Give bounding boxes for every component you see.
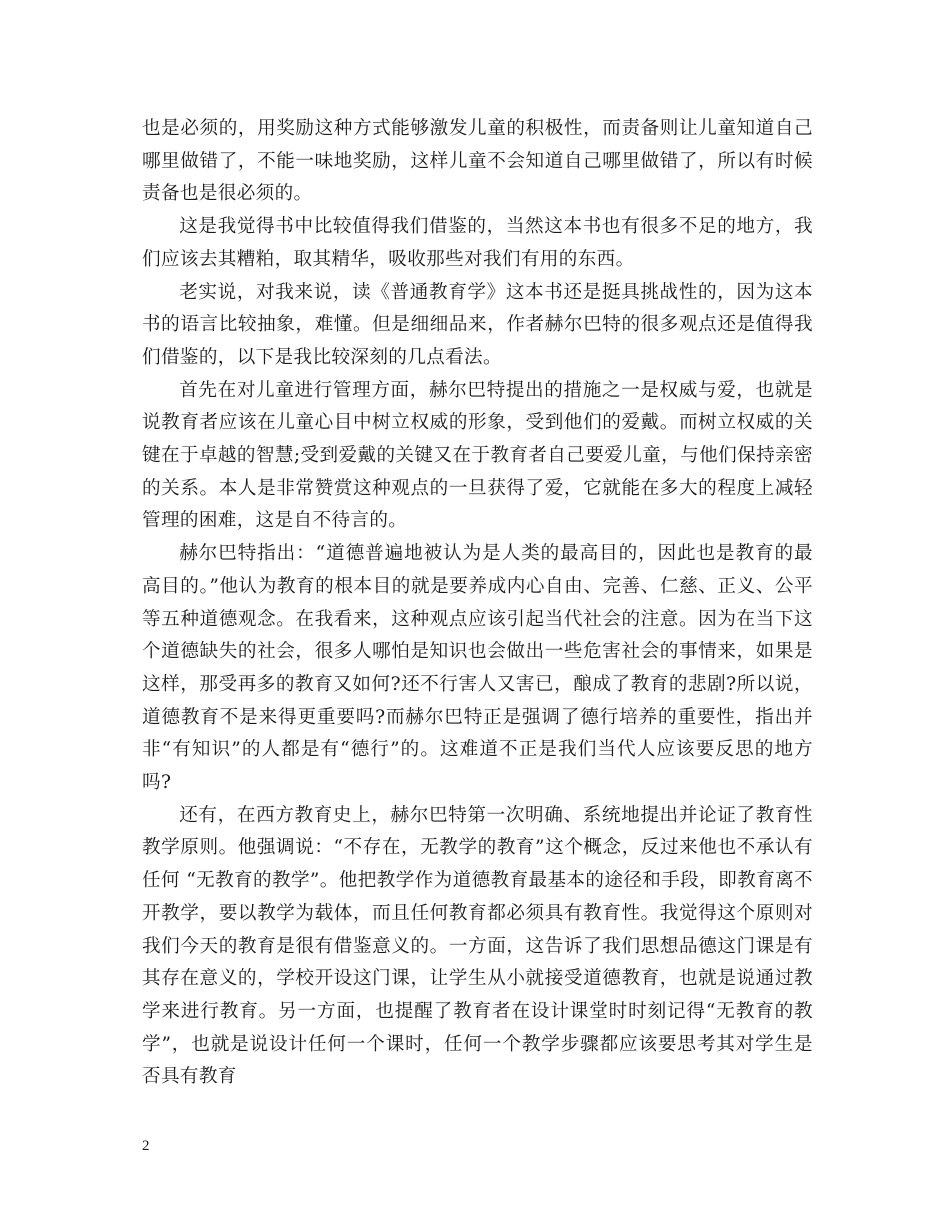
- paragraph-3: 老实说，对我来说，读《普通教育学》这本书还是挺具挑战性的，因为这本书的语言比较抽象，难懂。但是细细品来，作者赫尔巴特的很多观点还是值得我们借鉴的，以下是我比较深刻的几点看法。: [142, 281, 813, 368]
- page-number: 2: [142, 1138, 150, 1154]
- paragraph-6: 还有，在西方教育史上，赫尔巴特第一次明确、系统地提出并论证了教育性教学原则。他强调说：“不存在，无教学的教育”这个概念，反过来他也不承认有任何 “无教育的教学”。他把教学作为道德教育最基本的途径和手段，即教育离不开教学，要以教学为载体，而且任何教育都必须具有教育性。我觉得这个原则对我们今天的教育是很有借鉴意义的。一方面，这告诉了我们思想品德这门课是有其存在意义的，学校开设这门课，让学生从小就接受道德教育，也就是说通过教学来进行教育。另一方面，也提醒了教育者在设计课堂时时刻记得“无教育的教学”，也就是说设计任何一个课时，任何一个教学步骤都应该要思考其对学生是否具有教育: [142, 804, 813, 1088]
- paragraph-5: 赫尔巴特指出：“道德普遍地被认为是人类的最高目的，因此也是教育的最高目的。”他认为教育的根本目的就是要养成内心自由、完善、仁慈、正义、公平等五种道德观念。在我看来，这种观点应该引起当代社会的注意。因为在当下这个道德缺失的社会，很多人哪怕是知识也会做出一些危害社会的事情来，如果是这样，那受再多的教育又如何?还不行害人又害已，酿成了教育的悲剧?所以说，道德教育不是来得更重要吗?而赫尔巴特正是强调了德行培养的重要性，指出并非“有知识”的人都是有“德行”的。这难道不正是我们当代人应该要反思的地方吗?: [142, 543, 813, 794]
- paragraph-2: 这是我觉得书中比较值得我们借鉴的，当然这本书也有很多不足的地方，我们应该去其糟粕，取其精华，吸收那些对我们有用的东西。: [142, 216, 813, 270]
- paragraph-4: 首先在对儿童进行管理方面，赫尔巴特提出的措施之一是权威与爱，也就是说教育者应该在儿童心目中树立权威的形象，受到他们的爱戴。而树立权威的关键在于卓越的智慧;受到爱戴的关键又在于教育者自己要爱儿童，与他们保持亲密的关系。本人是非常赞赏这种观点的一旦获得了爱，它就能在多大的程度上减轻管理的困难，这是自不待言的。: [142, 379, 813, 532]
- document-body: [142, 113, 813, 1094]
- paragraph-1: 也是必须的，用奖励这种方式能够激发儿童的积极性，而责备则让儿童知道自己哪里做错了，不能一味地奖励，这样儿童不会知道自己哪里做错了，所以有时候责备也是很必须的。: [142, 118, 813, 205]
